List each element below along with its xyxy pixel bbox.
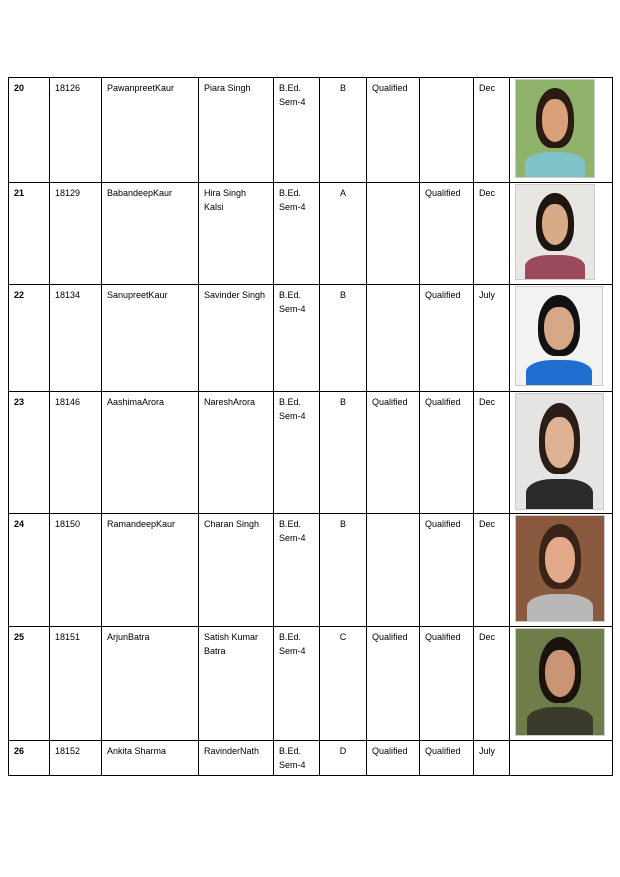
father-name-cell: Savinder Singh (199, 285, 274, 392)
exam-month-cell: Dec (474, 514, 510, 627)
serial-number-cell: 22 (9, 285, 50, 392)
photo-cell (510, 627, 613, 741)
grade-cell: D (320, 741, 367, 776)
student-photo (515, 628, 605, 736)
qualification-status-1-cell: Qualified (367, 741, 420, 776)
table-row (9, 183, 613, 285)
student-records-table (8, 77, 613, 776)
photo-cell (510, 514, 613, 627)
qualification-status-1-cell: Qualified (367, 392, 420, 514)
table-body (9, 78, 613, 776)
roll-number-cell: 18152 (50, 741, 102, 776)
exam-month-cell: Dec (474, 392, 510, 514)
student-photo (515, 515, 605, 622)
father-name-cell: Satish Kumar Batra (199, 627, 274, 741)
student-name-cell: Ankita Sharma (102, 741, 199, 776)
course-cell: B.Ed. Sem-4 (274, 514, 320, 627)
exam-month-cell: July (474, 741, 510, 776)
qualification-status-2-cell: Qualified (420, 741, 474, 776)
grade-cell: B (320, 285, 367, 392)
student-photo (515, 184, 595, 280)
qualification-status-2-cell: Qualified (420, 392, 474, 514)
father-name-cell: Piara Singh (199, 78, 274, 183)
serial-number-cell: 24 (9, 514, 50, 627)
student-photo (515, 286, 603, 386)
exam-month-cell: July (474, 285, 510, 392)
qualification-status-2-cell: Qualified (420, 627, 474, 741)
roll-number-cell: 18129 (50, 183, 102, 285)
photo-cell (510, 285, 613, 392)
student-name-cell: AashimaArora (102, 392, 199, 514)
qualification-status-1-cell: Qualified (367, 627, 420, 741)
table-row (9, 627, 613, 741)
student-name-cell: ArjunBatra (102, 627, 199, 741)
roll-number-cell: 18126 (50, 78, 102, 183)
qualification-status-1-cell (367, 183, 420, 285)
serial-number-cell: 25 (9, 627, 50, 741)
course-cell: B.Ed. Sem-4 (274, 183, 320, 285)
roll-number-cell: 18150 (50, 514, 102, 627)
exam-month-cell: Dec (474, 627, 510, 741)
table-row (9, 741, 613, 776)
grade-cell: B (320, 392, 367, 514)
father-name-cell: RavinderNath (199, 741, 274, 776)
grade-cell: A (320, 183, 367, 285)
qualification-status-1-cell (367, 285, 420, 392)
serial-number-cell: 26 (9, 741, 50, 776)
photo-cell (510, 392, 613, 514)
father-name-cell: NareshArora (199, 392, 274, 514)
qualification-status-2-cell: Qualified (420, 285, 474, 392)
exam-month-cell: Dec (474, 183, 510, 285)
grade-cell: B (320, 514, 367, 627)
table-row (9, 392, 613, 514)
qualification-status-1-cell (367, 514, 420, 627)
student-name-cell: SanupreetKaur (102, 285, 199, 392)
photo-cell (510, 741, 613, 776)
roll-number-cell: 18151 (50, 627, 102, 741)
table-row (9, 514, 613, 627)
student-photo (515, 393, 604, 510)
student-name-cell: PawanpreetKaur (102, 78, 199, 183)
roll-number-cell: 18134 (50, 285, 102, 392)
qualification-status-1-cell: Qualified (367, 78, 420, 183)
table-row (9, 78, 613, 183)
exam-month-cell: Dec (474, 78, 510, 183)
student-name-cell: RamandeepKaur (102, 514, 199, 627)
course-cell: B.Ed. Sem-4 (274, 78, 320, 183)
course-cell: B.Ed. Sem-4 (274, 627, 320, 741)
qualification-status-2-cell: Qualified (420, 183, 474, 285)
serial-number-cell: 21 (9, 183, 50, 285)
grade-cell: B (320, 78, 367, 183)
serial-number-cell: 20 (9, 78, 50, 183)
qualification-status-2-cell: Qualified (420, 514, 474, 627)
serial-number-cell: 23 (9, 392, 50, 514)
course-cell: B.Ed. Sem-4 (274, 392, 320, 514)
student-name-cell: BabandeepKaur (102, 183, 199, 285)
roll-number-cell: 18146 (50, 392, 102, 514)
photo-cell (510, 78, 613, 183)
course-cell: B.Ed. Sem-4 (274, 741, 320, 776)
table-row (9, 285, 613, 392)
qualification-status-2-cell (420, 78, 474, 183)
father-name-cell: Charan Singh (199, 514, 274, 627)
student-photo (515, 79, 595, 178)
grade-cell: C (320, 627, 367, 741)
photo-cell (510, 183, 613, 285)
course-cell: B.Ed. Sem-4 (274, 285, 320, 392)
father-name-cell: Hira Singh Kalsi (199, 183, 274, 285)
